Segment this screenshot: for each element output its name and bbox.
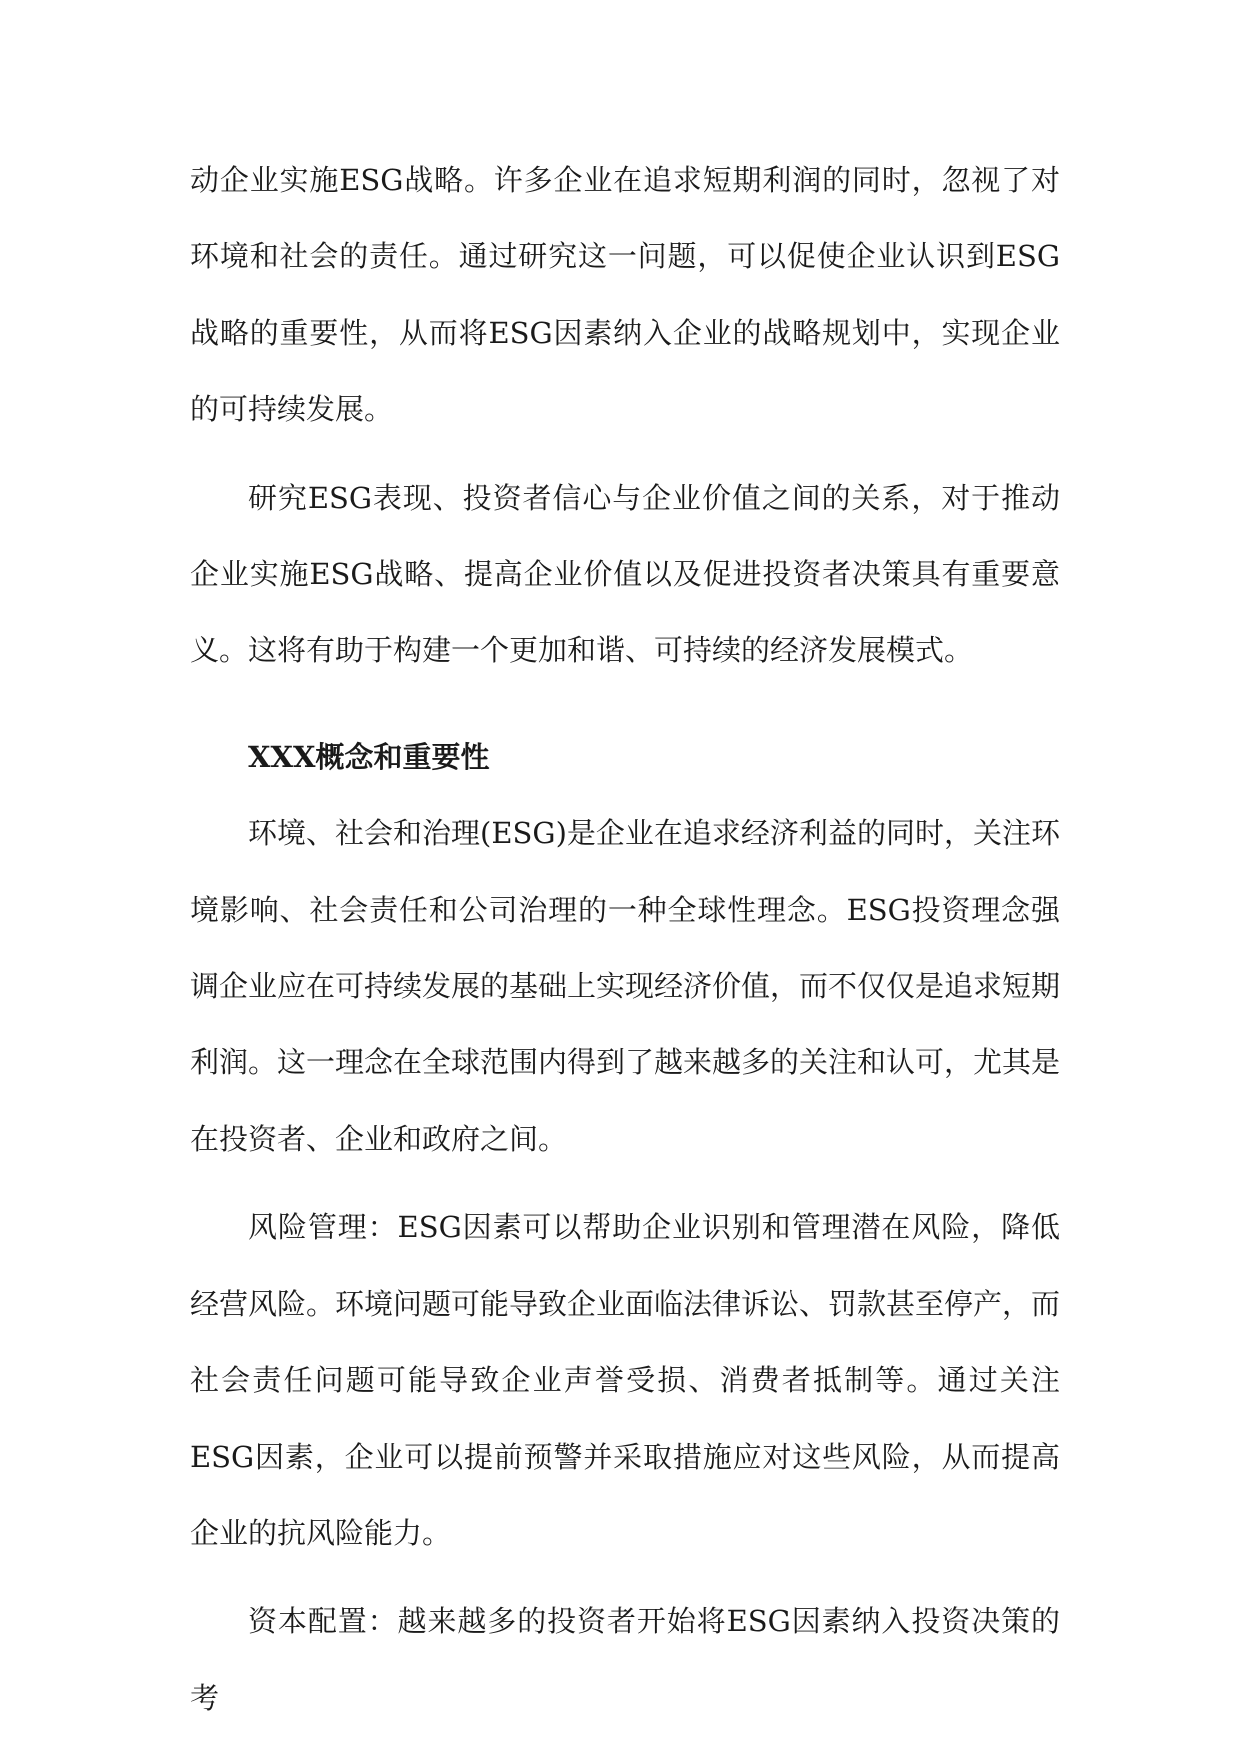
paragraph-risk-management: 风险管理：ESG因素可以帮助企业识别和管理潜在风险，降低经营风险。环境问题可能导致企业面临法律诉讼、罚款甚至停产，而社会责任问题可能导致企业声誉受损、消费者抵制等。通过关注ESG因素，企业可以提前预警并采取措施应对这些风险，从而提高企业的抗风险能力。 <box>190 1210 1061 1550</box>
paragraph-esg-concept: 环境、社会和治理(ESG)是企业在追求经济利益的同时，关注环境影响、社会责任和公司治理的一种全球性理念。ESG投资理念强调企业应在可持续发展的基础上实现经济价值，而不仅仅是追求短期利润。这一理念在全球范围内得到了越来越多的关注和认可，尤其是在投资者、企业和政府之间。 <box>190 816 1061 1156</box>
paragraph-capital-allocation: 资本配置：越来越多的投资者开始将ESG因素纳入投资决策的考 <box>190 1604 1060 1715</box>
paragraph-continuation: 动企业实施ESG战略。许多企业在追求短期利润的同时，忽视了对环境和社会的责任。通过研究这一问题，可以促使企业认识到ESG战略的重要性，从而将ESG因素纳入企业的战略规划中，实现企业的可持续发展。 <box>190 163 1060 427</box>
document-body <box>190 142 1060 1736</box>
paragraph-esg-significance: 研究ESG表现、投资者信心与企业价值之间的关系，对于推动企业实施ESG战略、提高企业价值以及促进投资者决策具有重要意义。这将有助于构建一个更加和谐、可持续的经济发展模式。 <box>190 480 1060 668</box>
section-heading: XXX概念和重要性 <box>248 739 490 774</box>
